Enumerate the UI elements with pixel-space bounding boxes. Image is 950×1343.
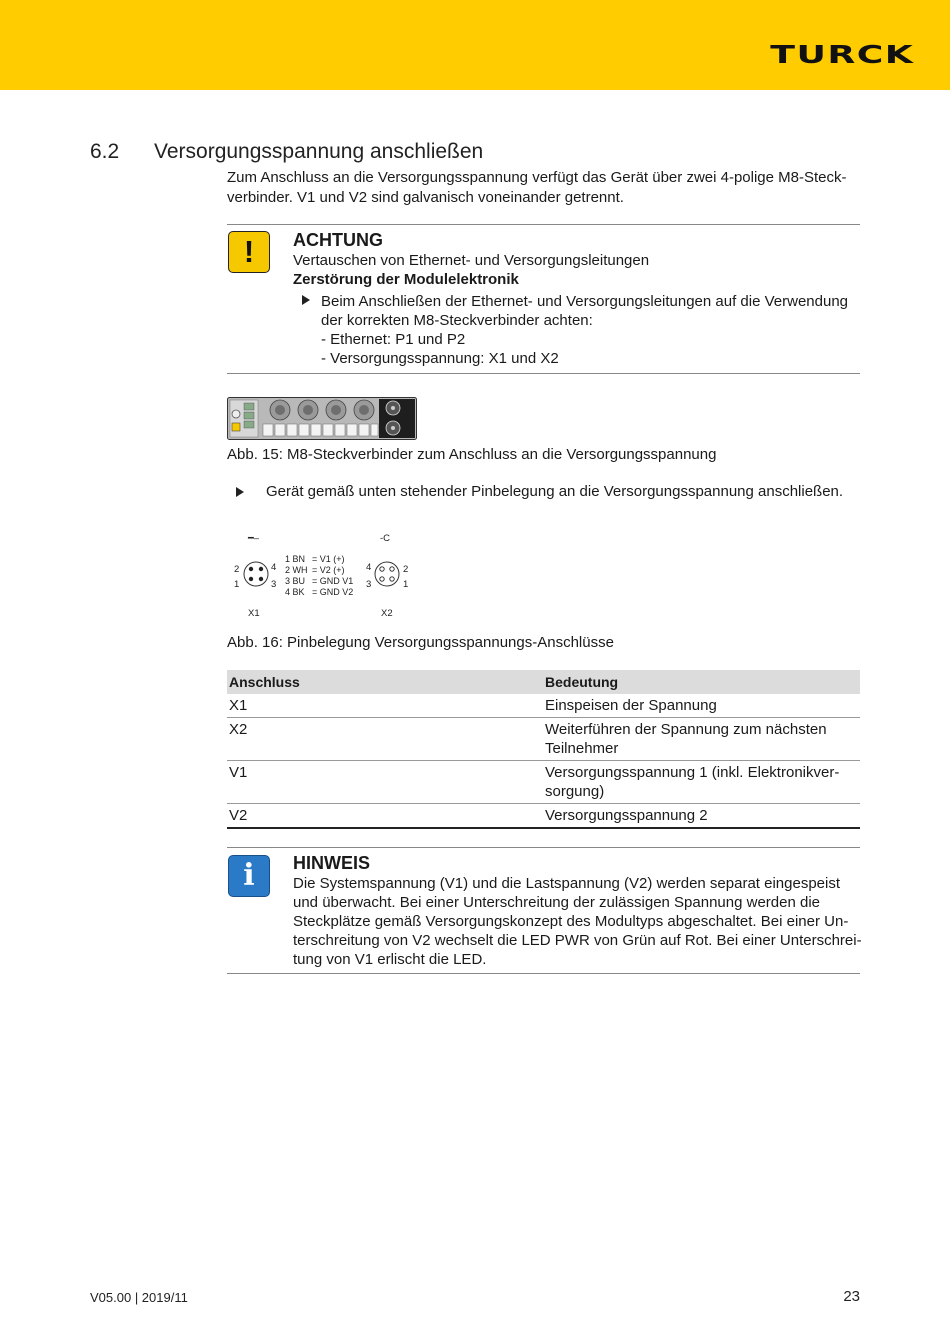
header-bar	[0, 0, 950, 90]
x1-connector-symbol: ━–	[248, 533, 260, 544]
table-row	[227, 694, 860, 718]
x1-pin-3-label: 3	[271, 579, 277, 590]
pin-2-signal: = V2 (+)	[312, 565, 345, 575]
pin-4-color: 4 BK	[285, 587, 305, 597]
table-header-row	[227, 670, 860, 694]
note-line-3: Steckplätze gemäß Versorgungskonzept des Modultyps abgeschaltet. Bei einer Un-	[293, 913, 849, 930]
bullet-arrow-icon	[302, 295, 310, 305]
device-image	[227, 397, 417, 440]
x2-pin-4-label: 4	[366, 562, 372, 573]
table-header-connector: Anschluss	[227, 670, 543, 694]
pin-4-signal: = GND V2	[312, 587, 354, 597]
table-header-meaning: Bedeutung	[543, 670, 860, 694]
pin-3-color: 3 BU	[285, 576, 306, 586]
pin-1-signal: = V1 (+)	[312, 554, 345, 564]
table-cell-connector: V2	[227, 804, 543, 829]
table-cell-meaning: Weiterführen der Spannung zum nächsten Teilnehmer	[543, 718, 860, 761]
x2-pin-2-label: 2	[403, 564, 409, 575]
note-line-5: tung von V1 erlischt die LED.	[293, 951, 487, 968]
note-line-2: und überwacht. Bei einer Unterschreitung der zulässigen Spannung werden die	[293, 894, 820, 911]
warning-bottom-rule	[227, 373, 860, 374]
x1-connector-face	[244, 562, 268, 586]
section-number: 6.2	[90, 140, 120, 163]
table-cell-meaning: Versorgungsspannung 2	[543, 804, 860, 829]
note-line-4: terschreitung von V2 wechselt die LED PWR von Grün auf Rot. Bei einer Unterschrei-	[293, 932, 862, 949]
pinout-diagram	[230, 530, 420, 625]
intro-line-2: verbinder. V1 und V2 sind galvanisch voneinander getrennt.	[227, 189, 624, 206]
x2-label: X2	[381, 608, 393, 619]
x2-connector-face	[375, 562, 399, 586]
x1-pin-4-label: 4	[271, 562, 277, 573]
warning-exclamation-icon: !	[228, 231, 270, 273]
warning-action-line-2: der korrekten M8-Steckverbinder achten:	[321, 312, 593, 329]
note-line-1: Die Systemspannung (V1) und die Lastspannung (V2) werden separat eingespeist	[293, 875, 841, 892]
x2-pin-1-label: 1	[403, 579, 409, 590]
warning-action-line-3: - Ethernet: P1 und P2	[321, 331, 466, 348]
table-cell-connector: V1	[227, 761, 543, 804]
table-cell-connector: X1	[227, 694, 543, 718]
table-row	[227, 804, 860, 829]
warning-top-rule	[227, 224, 860, 225]
intro-line-1: Zum Anschluss an die Versorgungsspannung verfügt das Gerät über zwei 4-polige M8-Steck-	[227, 169, 847, 186]
warning-title: ACHTUNG	[293, 230, 383, 250]
x1-pin-2-label: 2	[234, 564, 240, 575]
footer-version: V05.00 | 2019/11	[90, 1290, 188, 1305]
warning-cause: Vertauschen von Ethernet- und Versorgungsleitungen	[293, 252, 650, 269]
table-row	[227, 761, 860, 804]
note-bottom-rule	[227, 973, 860, 974]
x2-connector-symbol: -C	[380, 533, 391, 544]
bullet-arrow-icon	[236, 487, 244, 497]
table-cell-meaning: Einspeisen der Spannung	[543, 694, 860, 718]
x2-pin-3-label: 3	[366, 579, 372, 590]
note-title: HINWEIS	[293, 853, 371, 873]
instruction-text: Gerät gemäß unten stehender Pinbelegung an die Versorgungsspannung anschließen.	[266, 483, 844, 500]
intro-paragraph	[227, 168, 847, 208]
warning-action-line-1: Beim Anschließen der Ethernet- und Versorgungsleitungen auf die Verwendung	[321, 293, 849, 310]
section-title: Versorgungsspannung anschließen	[154, 140, 484, 163]
section-heading	[90, 140, 483, 164]
warning-consequence: Zerstörung der Modulelektronik	[293, 271, 519, 288]
table-cell-meaning: Versorgungsspannung 1 (inkl. Elektronikver-sorgung)	[543, 761, 860, 804]
pin-3-signal: = GND V1	[312, 576, 354, 586]
table-cell-connector: X2	[227, 718, 543, 761]
table-row	[227, 718, 860, 761]
info-icon: i	[228, 855, 270, 897]
figure-15-caption: Abb. 15: M8-Steckverbinder zum Anschluss an die Versorgungsspannung	[227, 446, 717, 463]
note-top-rule	[227, 847, 860, 848]
pin-2-color: 2 WH	[285, 565, 308, 575]
connector-table	[227, 670, 860, 829]
x1-label: X1	[248, 608, 260, 619]
turck-logo: TURCK	[769, 40, 914, 69]
figure-16-caption: Abb. 16: Pinbelegung Versorgungsspannungs-Anschlüsse	[227, 634, 614, 651]
x1-pin-1-label: 1	[234, 579, 240, 590]
pin-1-color: 1 BN	[285, 554, 306, 564]
page-number: 23	[843, 1288, 860, 1305]
warning-action-line-4: - Versorgungsspannung: X1 und X2	[321, 350, 559, 367]
